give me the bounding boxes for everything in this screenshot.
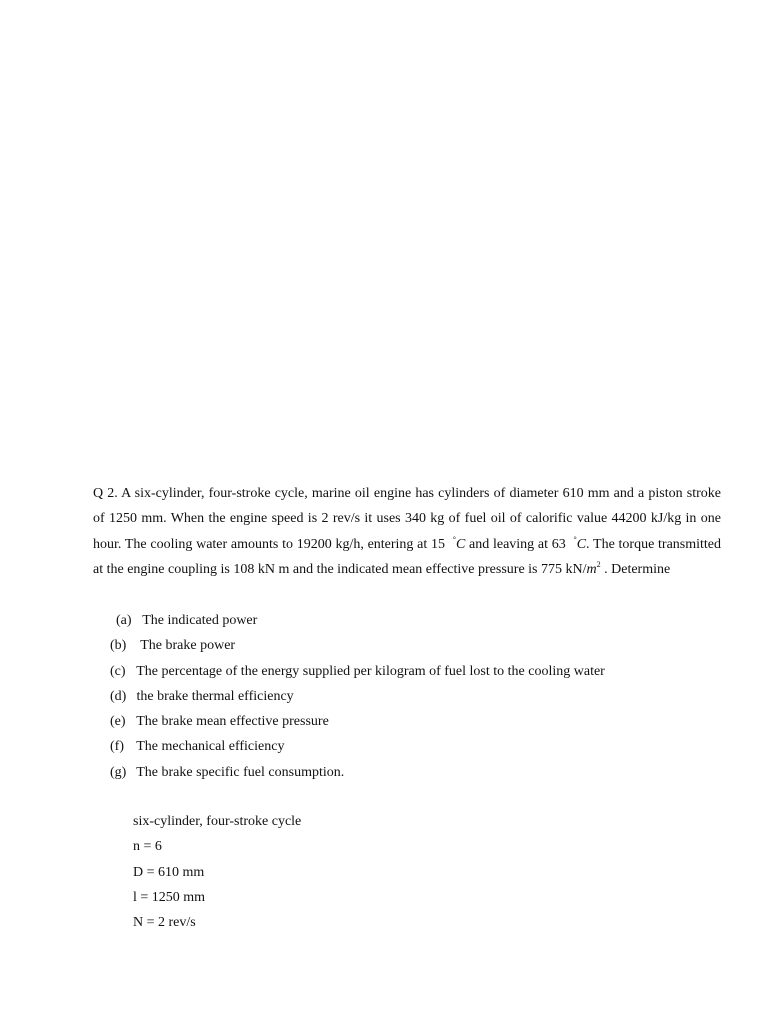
part-tag: (e): [110, 714, 126, 730]
given-line: N = 2 rev/s: [133, 915, 196, 931]
list-item: [110, 734, 605, 759]
degree-symbol: °: [573, 534, 577, 544]
part-text: the brake thermal efficiency: [136, 688, 294, 704]
list-item: [110, 633, 605, 658]
degree-symbol: °: [452, 534, 456, 544]
exponent: 2: [596, 559, 601, 569]
given-values-list: [133, 809, 301, 935]
unit-celsius: C: [455, 536, 466, 552]
part-text: The mechanical efficiency: [136, 739, 285, 755]
part-tag: (c): [110, 663, 126, 679]
given-line: l = 1250 mm: [133, 889, 206, 905]
part-text: The brake mean effective pressure: [136, 714, 329, 730]
part-tag: (a): [116, 613, 132, 628]
question-text-4: . Determine: [604, 561, 671, 577]
given-line: n = 6: [133, 839, 162, 855]
unit-metre: m: [586, 561, 597, 577]
unit-celsius: C: [576, 536, 587, 552]
question-paragraph: [93, 481, 721, 582]
question-text-1: A six-cylinder, four-stroke cycle, marine oil engine has cylinders of diameter 610 mm and a piston stroke of 1250 mm. When the engine speed is 2 rev/s it uses 340 kg of fuel oil of calorific value 44200 kJ/kg in one hour. The cooling water amounts to 19200 kg/h, entering at 15: [93, 486, 721, 552]
list-item: [110, 659, 605, 684]
question-text-2: and leaving at 63: [469, 536, 566, 552]
part-text: The percentage of the energy supplied per kilogram of fuel lost to the cooling water: [136, 663, 605, 679]
given-line: D = 610 mm: [133, 864, 205, 880]
question-parts-list: [110, 608, 605, 785]
list-item: [110, 608, 605, 633]
part-tag: (f): [110, 739, 124, 755]
question-text-3: . The torque transmitted at the engine coupling is 108 kN m and the indicated mean effective pressure is 775 kN/: [93, 536, 722, 577]
part-tag: (d): [110, 688, 127, 704]
given-line: six-cylinder, four-stroke cycle: [133, 814, 302, 829]
part-text: The brake power: [140, 638, 236, 654]
part-tag: (b): [110, 638, 127, 654]
list-item: [110, 684, 605, 709]
list-item: [110, 709, 605, 734]
list-item: [110, 760, 605, 785]
part-text: The brake specific fuel consumption.: [136, 764, 345, 780]
question-label: Q 2.: [93, 486, 118, 501]
part-tag: (g): [110, 764, 127, 780]
part-text: The indicated power: [142, 613, 258, 628]
